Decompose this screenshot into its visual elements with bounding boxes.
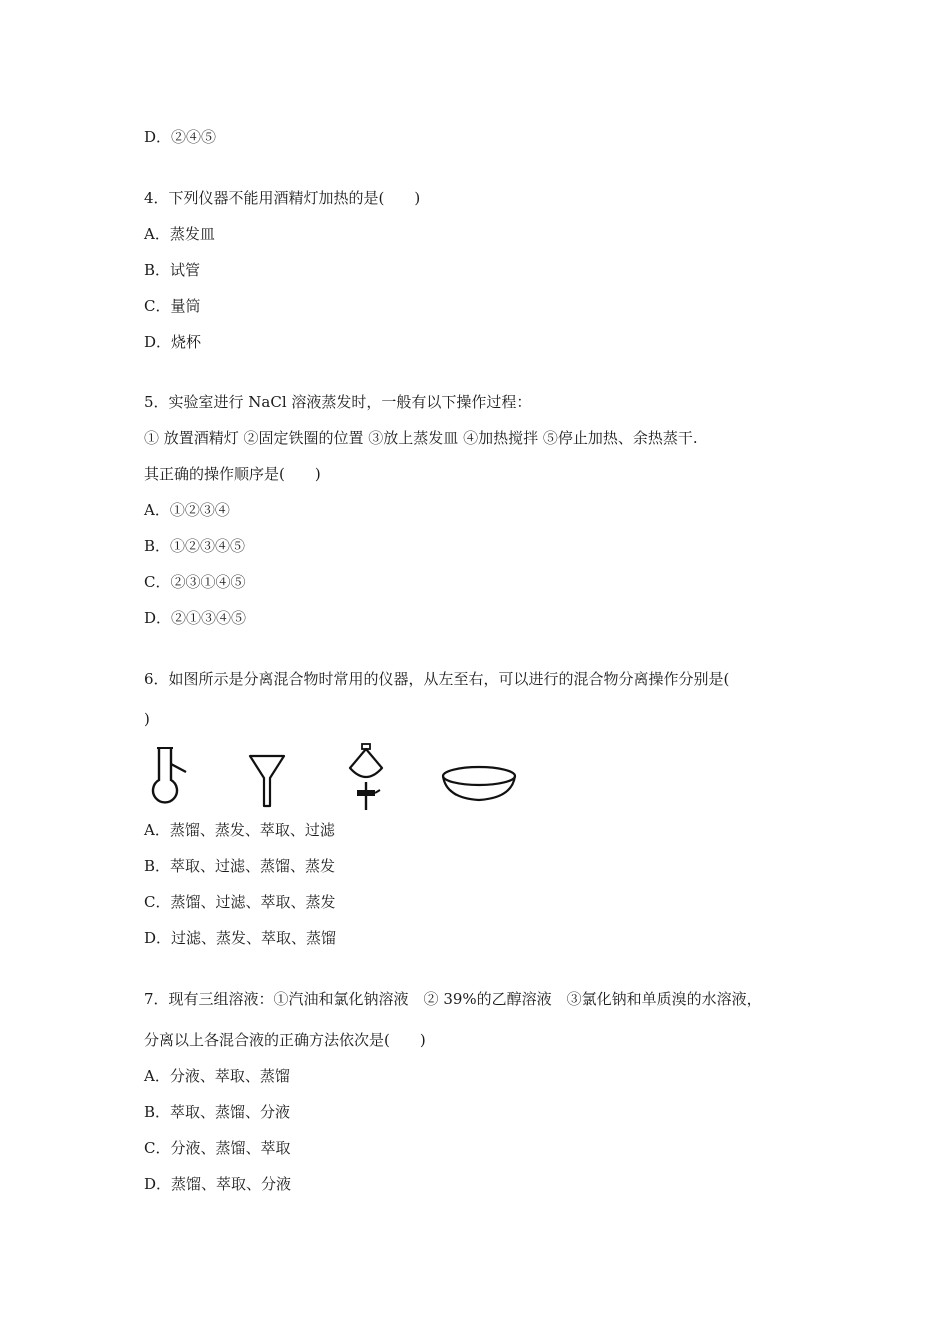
q6-stem-line2: ) bbox=[144, 710, 150, 728]
q6-option-b: B．萃取、过滤、蒸馏、蒸发 bbox=[144, 857, 336, 875]
q7-option-c: C．分液、蒸馏、萃取 bbox=[144, 1139, 291, 1157]
q4-stem: 4．下列仪器不能用酒精灯加热的是( ) bbox=[144, 189, 421, 207]
q6-option-a: A．蒸馏、蒸发、萃取、过滤 bbox=[144, 821, 335, 839]
q3-option-d: D．②④⑤ bbox=[144, 128, 217, 146]
evaporating-dish-icon bbox=[440, 764, 518, 806]
q7-option-d: D．蒸馏、萃取、分液 bbox=[144, 1175, 292, 1193]
q7-stem-line2: 分离以上各混合液的正确方法依次是( ) bbox=[144, 1031, 426, 1049]
funnel-icon bbox=[246, 752, 288, 810]
q4-option-c: C．量筒 bbox=[144, 297, 201, 315]
q6-apparatus-figure bbox=[140, 742, 540, 812]
separatory-funnel-icon bbox=[344, 742, 388, 814]
q7-option-a: A．分液、萃取、蒸馏 bbox=[144, 1067, 290, 1085]
q7-option-b: B．萃取、蒸馏、分液 bbox=[144, 1103, 291, 1121]
q7-stem-line1: 7．现有三组溶液：①汽油和氯化钠溶液 ② 39%的乙醇溶液 ③氯化钠和单质溴的水溶液， bbox=[144, 990, 762, 1008]
q4-option-d: D．烧杯 bbox=[144, 333, 202, 351]
q4-option-b: B．试管 bbox=[144, 261, 201, 279]
q6-option-d: D．过滤、蒸发、萃取、蒸馏 bbox=[144, 929, 337, 947]
q5-option-a: A．①②③④ bbox=[144, 501, 230, 519]
q6-stem-line1: 6．如图所示是分离混合物时常用的仪器，从左至右，可以进行的混合物分离操作分别是( bbox=[144, 670, 730, 688]
q5-steps: ① 放置酒精灯 ②固定铁圈的位置 ③放上蒸发皿 ④加热搅拌 ⑤停止加热、余热蒸干. bbox=[144, 429, 698, 447]
q5-ask: 其正确的操作顺序是( ) bbox=[144, 465, 321, 483]
q6-option-c: C．蒸馏、过滤、萃取、蒸发 bbox=[144, 893, 336, 911]
q5-option-c: C．②③①④⑤ bbox=[144, 573, 246, 591]
distillation-flask-icon bbox=[140, 742, 190, 814]
q5-option-d: D．②①③④⑤ bbox=[144, 609, 247, 627]
q5-stem: 5．实验室进行 NaCl 溶液蒸发时，一般有以下操作过程： bbox=[144, 393, 532, 411]
q5-option-b: B．①②③④⑤ bbox=[144, 537, 246, 555]
q4-option-a: A．蒸发皿 bbox=[144, 225, 215, 243]
